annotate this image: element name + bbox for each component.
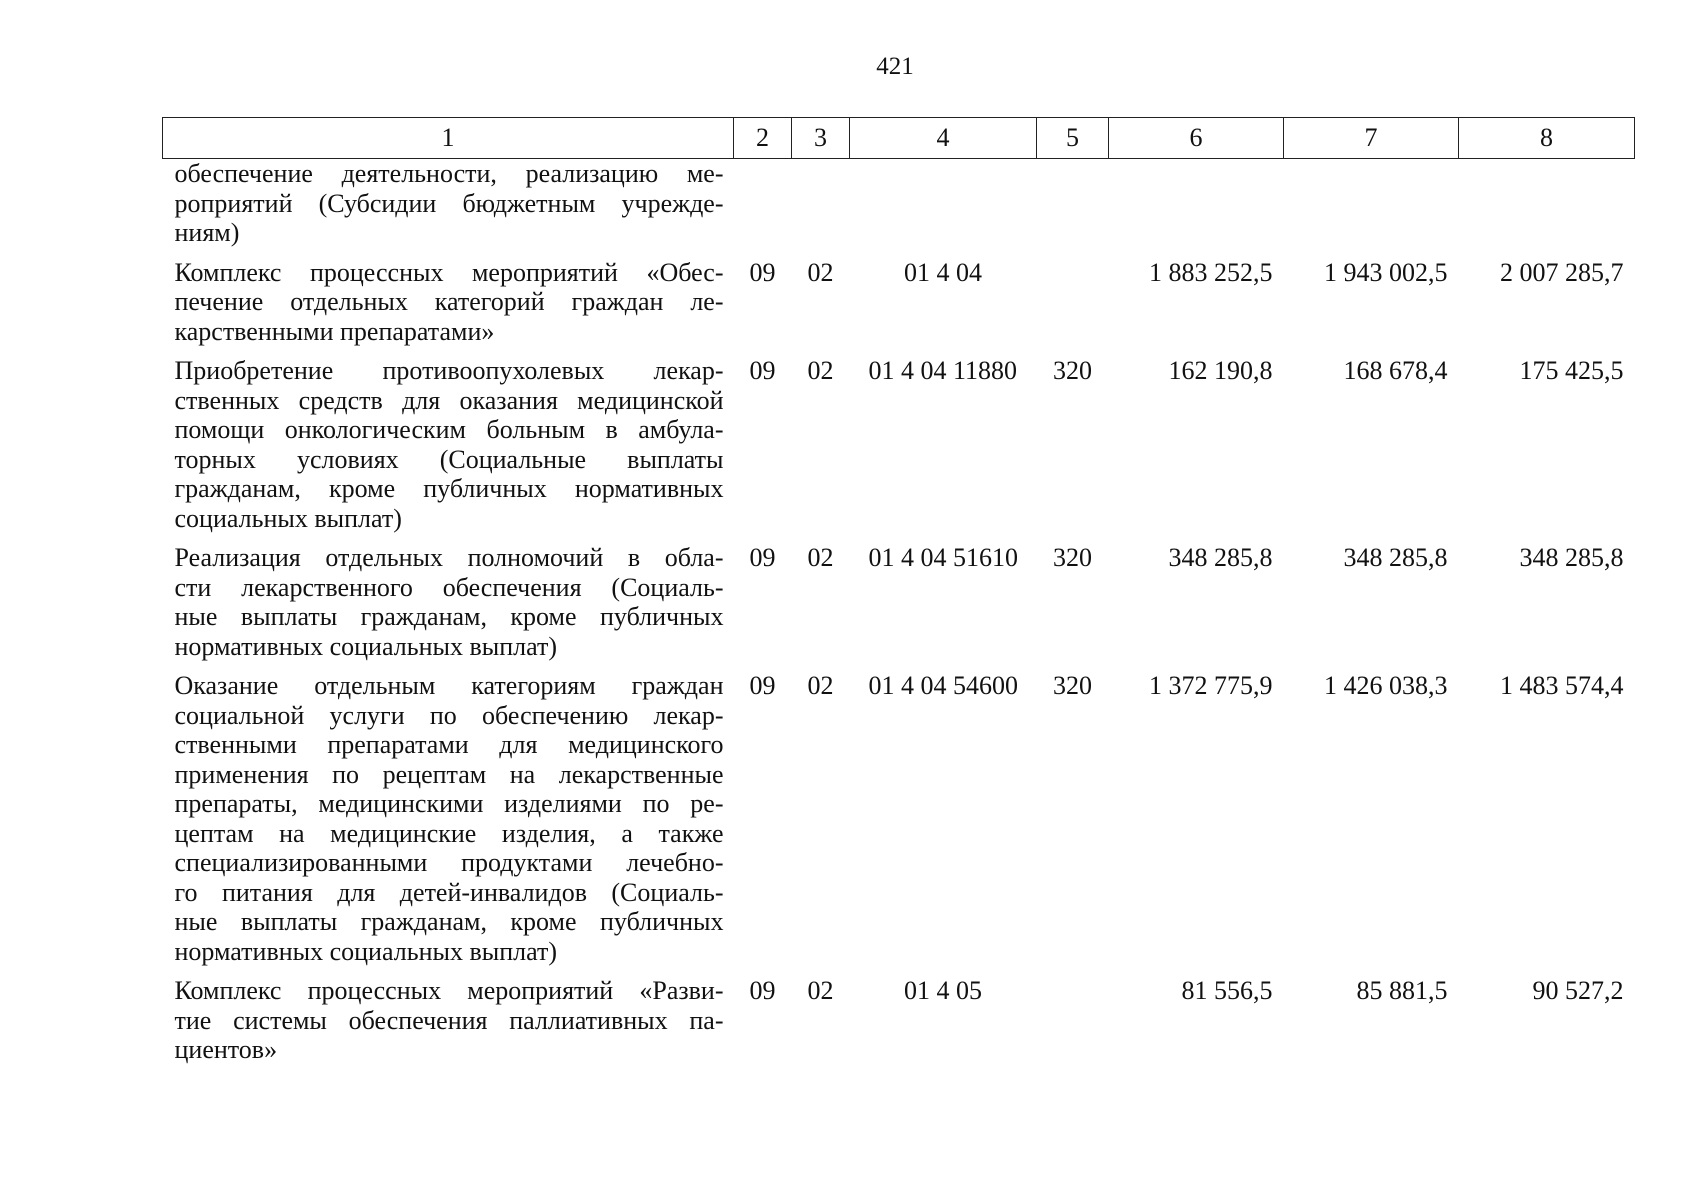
amount-col-8: 348 285,8 — [1519, 543, 1624, 572]
subsection-code: 02 — [807, 976, 834, 1005]
description-line: ственными препаратами для медицинского — [174, 730, 724, 759]
expense-type-code — [1037, 258, 1109, 357]
description-line: Реализация отдельных полномочий в обла- — [174, 543, 724, 572]
section-code: 09 — [749, 257, 776, 287]
amount-col-6: 162 190,8 — [1168, 356, 1273, 385]
description-line: нормативных социальных выплат) — [174, 631, 557, 661]
section-code: 09 — [749, 543, 776, 572]
description-line: ные выплаты гражданам, кроме публичных — [174, 602, 724, 631]
column-header-6: 6 — [1109, 118, 1284, 159]
description-line: социальных выплат) — [174, 503, 402, 533]
table-body — [163, 159, 1635, 1075]
description-line: Оказание отдельным категориям граждан — [174, 671, 724, 700]
expense-type-code — [1037, 159, 1109, 258]
description-line: торных условиях (Социальные выплаты — [174, 444, 724, 474]
amount-col-7: 1 426 038,3 — [1324, 671, 1448, 700]
description-line: тие системы обеспечения паллиативных па- — [174, 1005, 724, 1035]
subsection-code: 02 — [807, 543, 834, 572]
description-line: обеспечение деятельности, реализацию ме- — [174, 159, 724, 188]
target-article-code: 01 4 05 — [904, 976, 982, 1005]
description-line: ные выплаты гражданам, кроме публичных — [174, 907, 724, 936]
amount-col-7: 348 285,8 — [1343, 543, 1448, 572]
amount-col-7 — [1284, 159, 1459, 258]
expense-type-code: 320 — [1053, 671, 1092, 700]
description-line: Комплекс процессных мероприятий «Разви- — [174, 976, 724, 1005]
header-row — [163, 118, 1635, 159]
amount-col-6: 1 883 252,5 — [1149, 257, 1273, 287]
target-article-code: 01 4 04 54600 — [868, 671, 1018, 700]
row-description — [163, 976, 734, 1075]
target-article-code — [850, 159, 1037, 258]
amount-col-6 — [1109, 159, 1284, 258]
row-description — [163, 543, 734, 671]
column-header-3: 3 — [792, 118, 850, 159]
description-line: Приобретение противоопухолевых лекар- — [174, 356, 724, 385]
amount-col-8 — [1459, 159, 1635, 258]
description-line: печение отдельных категорий граждан ле- — [174, 287, 724, 316]
amount-col-7: 168 678,4 — [1343, 356, 1448, 385]
description-line: Комплекс процессных мероприятий «Обес- — [174, 257, 724, 287]
subsection-code: 02 — [807, 257, 834, 287]
description-line: го питания для детей-инвалидов (Социаль- — [174, 877, 724, 907]
amount-col-7: 1 943 002,5 — [1324, 257, 1448, 287]
description-line: сти лекарственного обеспечения (Социаль- — [174, 572, 724, 602]
description-line: циентов» — [174, 1035, 278, 1064]
column-header-1: 1 — [163, 118, 734, 159]
table-header — [163, 118, 1635, 159]
description-line: социальной услуги по обеспечению лекар- — [174, 700, 724, 730]
description-line: нормативных социальных выплат) — [174, 936, 557, 966]
amount-col-8: 90 527,2 — [1532, 976, 1624, 1005]
expense-type-code: 320 — [1053, 543, 1092, 572]
column-header-2: 2 — [734, 118, 792, 159]
row-description — [163, 159, 734, 258]
expense-type-code — [1037, 976, 1109, 1075]
amount-col-6: 1 372 775,9 — [1149, 671, 1273, 700]
section-code — [734, 159, 792, 258]
expense-type-code: 320 — [1053, 356, 1092, 385]
amount-col-6: 81 556,5 — [1181, 976, 1273, 1005]
table-row — [163, 356, 1635, 543]
row-description — [163, 671, 734, 976]
subsection-code — [792, 159, 850, 258]
description-line: препараты, медицинскими изделиями по ре- — [174, 789, 724, 818]
page-number: 421 — [876, 53, 914, 80]
description-line: специализированными продуктами лечебно- — [174, 848, 724, 877]
section-code: 09 — [749, 976, 776, 1005]
description-line: гражданам, кроме публичных нормативных — [174, 474, 724, 503]
table-row — [163, 258, 1635, 357]
description-line: ственных средств для оказания медицинской — [174, 385, 724, 415]
budget-table — [162, 117, 1635, 1075]
row-description — [163, 258, 734, 357]
table-row — [163, 976, 1635, 1075]
subsection-code: 02 — [807, 356, 834, 385]
amount-col-6: 348 285,8 — [1168, 543, 1273, 572]
description-line: карственными препаратами» — [174, 316, 495, 346]
column-header-8: 8 — [1459, 118, 1635, 159]
column-header-7: 7 — [1284, 118, 1459, 159]
description-line: помощи онкологическим больным в амбула- — [174, 415, 724, 444]
amount-col-8: 2 007 285,7 — [1500, 257, 1624, 287]
amount-col-8: 175 425,5 — [1519, 356, 1624, 385]
table-row — [163, 671, 1635, 976]
subsection-code: 02 — [807, 671, 834, 700]
target-article-code: 01 4 04 51610 — [868, 543, 1018, 572]
description-line: цептам на медицинские изделия, а также — [174, 818, 724, 848]
column-header-5: 5 — [1037, 118, 1109, 159]
table-row — [163, 159, 1635, 258]
amount-col-7: 85 881,5 — [1356, 976, 1448, 1005]
section-code: 09 — [749, 356, 776, 385]
section-code: 09 — [749, 671, 776, 700]
row-description — [163, 356, 734, 543]
target-article-code: 01 4 04 11880 — [868, 356, 1018, 385]
description-line: применения по рецептам на лекарственные — [174, 759, 724, 789]
target-article-code: 01 4 04 — [904, 257, 982, 287]
table-row — [163, 543, 1635, 671]
amount-col-8: 1 483 574,4 — [1500, 671, 1624, 700]
description-line: ниям) — [174, 218, 240, 247]
column-header-4: 4 — [850, 118, 1037, 159]
description-line: роприятий (Субсидии бюджетным учрежде- — [174, 188, 724, 218]
